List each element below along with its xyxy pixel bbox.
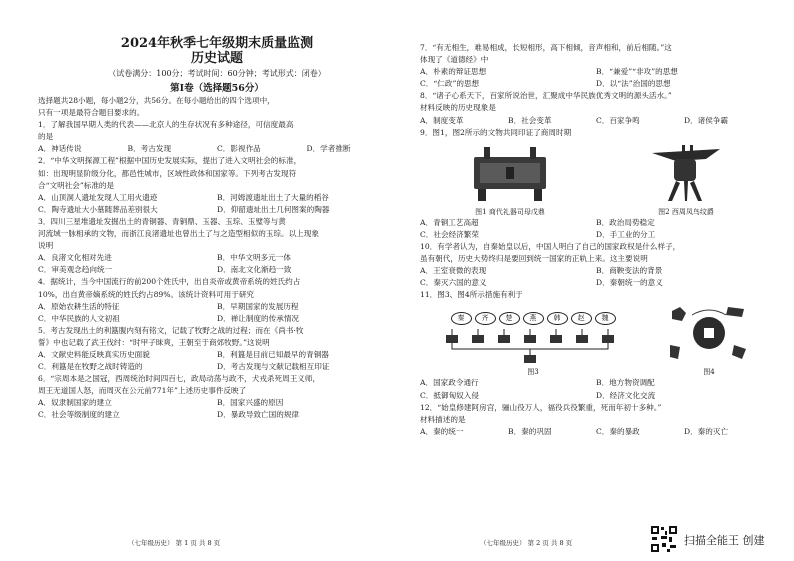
option: B．国家兴盛的原因	[217, 398, 284, 408]
option: B．早期国家的发展历程	[217, 301, 299, 311]
question-stem: 周王无道国人怒，而周灭在公元前771年”上述历史事件反映了	[38, 386, 247, 396]
q10-options	[420, 277, 772, 289]
option: C．抵御匈奴入侵	[420, 390, 479, 400]
question-stem: 8．“诸子心系天下，百家所说治世，汇聚成中华民族优秀文明的源头活水。”	[420, 91, 672, 101]
option: C．中华民族的人文初祖	[38, 313, 120, 323]
figure-2	[646, 143, 726, 217]
question-stem: 10%，出自黄帝嫡系统的姓氏约占89%。该统计资料可用于研究	[38, 289, 255, 299]
question-stem: 体现了《道德经》中	[420, 55, 489, 65]
option: B．考古发现	[127, 144, 172, 154]
question-options	[38, 204, 396, 216]
question-stem: 12．“始皇修建阿房宫，骊山役万人，福役兵役繁重，死而年初十多种。”	[420, 402, 662, 412]
option: B．社会变革	[508, 115, 552, 125]
question-stem: 9．图1，图2所示的文物共同印证了商周时期	[420, 127, 572, 137]
question-options	[38, 252, 396, 264]
option: B．商鞅变法的背景	[596, 266, 663, 276]
instruction-line: 选择题共28小题，每小题2分，共56分。在每小题给出的四个选项中，	[38, 96, 275, 105]
question-stem: 如：出现明显阶级分化，都邑性城市，区域性政体和国家等。下列考古发现符	[38, 168, 297, 178]
option: C．秦灭六国的意义	[420, 278, 487, 288]
scanner-watermark: 扫描全能王 创建	[684, 534, 765, 547]
option: A．王室衰微的表现	[420, 266, 487, 276]
question-stem: 1．了解我国早期人类的代表——北京人的生存状况有多种途径，可信度最高	[38, 120, 294, 130]
question-stem: 说明	[38, 241, 54, 251]
state-seals	[438, 312, 628, 325]
exam-title: 2024年秋季七年级期末质量监测	[120, 36, 314, 51]
q12-options	[420, 426, 772, 438]
instructions	[38, 95, 396, 119]
page-2	[420, 0, 772, 561]
question-options	[420, 78, 772, 90]
figure-row-1	[420, 143, 772, 217]
option: D．秦朝统一的意义	[596, 278, 663, 288]
question-stem: 5．考古发现出土的利簋腹内刻有铭文，记载了牧野之战的过程；而在《尚书·牧	[38, 325, 304, 335]
page-1	[38, 0, 396, 561]
qr-code-icon	[650, 525, 678, 553]
question-options	[38, 313, 396, 325]
option: D．考古发现与文献记载相互印证	[217, 362, 330, 372]
option: C．百家争鸣	[596, 115, 640, 125]
option: A．秦的统一	[420, 426, 464, 436]
question-stem: 2．“中华文明探源工程”根据中国历史发展实际，提出了进入文明社会的标准，	[38, 156, 302, 166]
figure-row-2	[420, 301, 772, 377]
option: C．陶寺遗址大小墓随葬品差别很大	[38, 204, 158, 214]
figure-2-caption: 图2 西周凤鸟纹爵	[658, 207, 714, 216]
seal-qi: 齐	[475, 312, 496, 325]
question-stem: 河流域一脉相承的文物，而浙江良渚遗址也曾出土了与之造型相似的玉琮。以上现象	[38, 229, 319, 239]
figure-3	[438, 306, 628, 377]
q9-options	[420, 229, 772, 241]
seal-zhao: 赵	[571, 312, 592, 325]
question-stem: 虽有朝代，历史大势终归是要回到统一国家的正轨上来。这主要说明	[420, 254, 648, 264]
question-stem: 11．图3、图4所示措施有利于	[420, 290, 523, 300]
option: D．学者推断	[306, 144, 351, 154]
option: A．国家政令通行	[420, 378, 479, 388]
seal-yan: 燕	[523, 312, 544, 325]
option: D．经济文化交流	[596, 390, 656, 400]
option: D．禅让制度的传承情况	[217, 313, 300, 323]
option: C．社会经济繁荣	[420, 229, 479, 239]
option: A．原始农耕生活的特征	[38, 301, 120, 311]
question-stem: 誓》中也记载了武王伐纣：“时甲子昧爽，王朝至于商郊牧野。”这说明	[38, 337, 270, 347]
jue-vessel-icon	[646, 143, 726, 203]
script-unification-icon	[438, 325, 628, 363]
option: C．社会等级制度的建立	[38, 410, 120, 420]
coin-currency-icon	[664, 301, 754, 363]
q9-options	[420, 217, 772, 229]
option: D．秦的灭亡	[684, 426, 729, 436]
question-options	[38, 361, 396, 373]
question-options	[38, 143, 396, 155]
option: A．山顶洞人遗址发现人工用火遗迹	[38, 192, 158, 202]
question-stem: 7．“有无相生，难易相成，长短相形，高下相倾，音声相和，前后相随。”这	[420, 43, 672, 52]
figure-4-caption: 图4	[703, 368, 715, 377]
option: A．良渚文化相对先进	[38, 253, 112, 263]
q10-options	[420, 265, 772, 277]
question-options	[38, 192, 396, 204]
figure-1-caption: 图1 商代礼器司母戊鼎	[475, 207, 545, 216]
option: B．中华文明多元一体	[217, 253, 291, 263]
question-stem: 3．四川三星堆遗址发掘出土的青铜器、青铜鼎、玉器、玉琮、玉璧等与黄	[38, 216, 286, 226]
question-options	[38, 397, 396, 409]
option: B．利簋是目前已知最早的青铜器	[217, 349, 329, 359]
option: A．青铜工艺高超	[420, 217, 479, 227]
question-options	[420, 66, 772, 78]
option: D．诸侯争霸	[684, 115, 729, 125]
option: C．利簋是在牧野之战时铸造的	[38, 362, 143, 372]
option: D．以“法”治国的思想	[596, 79, 671, 89]
q11-options	[420, 390, 772, 402]
figure-1	[466, 143, 554, 217]
option: D．手工业的分工	[596, 229, 656, 239]
option: C．“仁政”的思想	[420, 79, 480, 89]
question-options	[38, 264, 396, 276]
question-stem: 10．有学者认为，自秦始皇以后，中国人明白了自己的国家政权是什么样子，	[420, 241, 681, 251]
question-options	[420, 115, 772, 127]
option: D．南北文化渐趋一致	[217, 265, 292, 275]
figure-3-caption: 图3	[527, 368, 539, 377]
option: A．奴隶制国家的建立	[38, 398, 112, 408]
question-options	[38, 409, 396, 421]
option: A．朴素的辩证思想	[420, 67, 487, 77]
question-stem: 4．据统计，当今中国流行的前200个姓氏中，出自炎帝或黄帝系统的姓氏约占	[38, 277, 301, 287]
seal-chu: 楚	[499, 312, 520, 325]
q11-options	[420, 377, 772, 389]
question-options	[38, 349, 396, 361]
question-list	[420, 42, 772, 139]
question-stem: 材料描述的是	[420, 414, 466, 424]
option: B．秦的巩固	[508, 426, 552, 436]
option: B．地方物资调配	[596, 378, 655, 388]
option: A．神话传说	[38, 144, 82, 154]
question-list	[38, 119, 396, 421]
option: C．秦的暴政	[596, 426, 640, 436]
instruction-line: 只有一项是最符合题目要求的。	[38, 108, 145, 118]
option: A．文献史料能反映真实历史面貌	[38, 349, 150, 359]
question-stem: 6．“宗周本是之国冠，西周统治时间四百七，政局动荡与政不，犬戎杀死周王义师，	[38, 374, 321, 384]
seal-qin: 秦	[451, 312, 472, 325]
question-stem: 合“文明社会”标准的是	[38, 180, 115, 190]
question-stem: 材料反映的历史现象是	[420, 103, 496, 113]
option: D．仰韶遗址出土几何图案的陶器	[217, 204, 330, 214]
option: C．影视作品	[217, 144, 261, 154]
question-options	[38, 301, 396, 313]
seal-han: 韩	[547, 312, 568, 325]
option: C．审美观念趋向统一	[38, 265, 113, 275]
option: D．暴政导致亡国的规律	[217, 410, 300, 420]
ding-vessel-icon	[466, 143, 554, 203]
page-footer: （七年级历史） 第 1 页 共 8 页	[128, 539, 221, 547]
exam-subtitle: 历史试题	[190, 51, 243, 66]
option: B．政治局势稳定	[596, 217, 655, 227]
question-stem: 的是	[38, 132, 54, 142]
option: B．“兼爱”“非攻”的思想	[596, 67, 678, 77]
seal-wei: 魏	[595, 312, 616, 325]
figure-4	[664, 301, 754, 377]
option: A．制度变革	[420, 115, 464, 125]
exam-info: （试卷满分：100分；考试时间：60分钟；考试形式：闭卷）	[108, 69, 326, 78]
option: B．河姆渡遗址出土了大量的稻谷	[217, 192, 329, 202]
section-title: 第Ⅰ卷（选择题56分）	[170, 83, 264, 94]
page-footer: （七年级历史） 第 2 页 共 8 页	[480, 539, 573, 547]
